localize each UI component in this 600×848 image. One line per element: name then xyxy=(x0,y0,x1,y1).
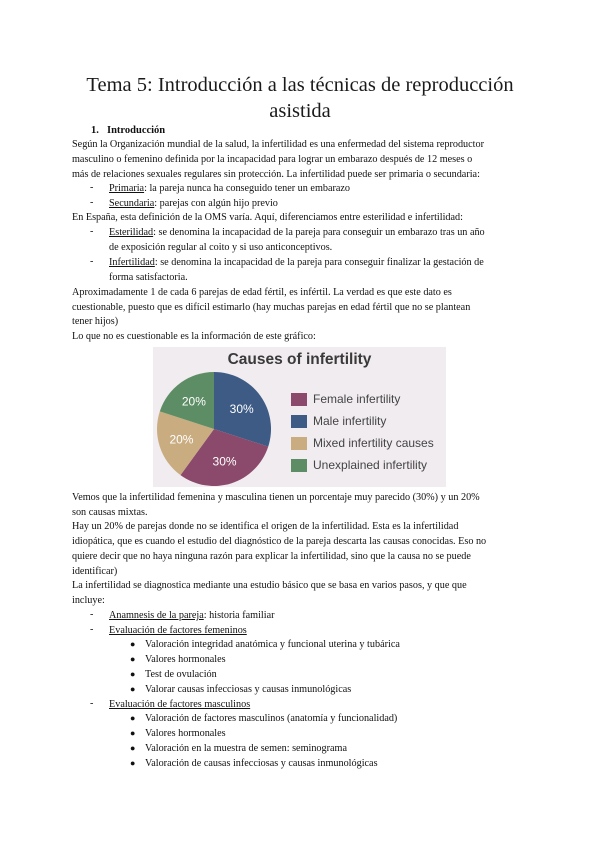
bullet-marker: ● xyxy=(130,728,136,738)
dash-marker: - xyxy=(90,226,94,237)
approx-line: Aproximadamente 1 de cada 6 parejas de edad fértil, es infértil. La verdad es que este dato es xyxy=(72,287,452,298)
intro-line: masculino o femenino definida por la incapacidad para lograr un embarazo después de 12 meses o xyxy=(72,154,473,165)
legend-swatch-male xyxy=(291,415,307,428)
female-factor-item: Valoración integridad anatómica y funcional uterina y tubárica xyxy=(145,639,400,650)
approx-line: cuestionable, puesto que es difícil estimarlo (hay muchas parejas en edad fértil que no se plantean xyxy=(72,302,471,313)
section-heading xyxy=(91,125,165,136)
female-factor-item: Valores hormonales xyxy=(145,654,226,665)
body-line: La infertilidad se diagnostica mediante una estudio básico que se basa en varios pasos, y que que xyxy=(72,580,467,591)
definition-continuation: forma satisfactoria. xyxy=(109,272,188,283)
body-line: identificar) xyxy=(72,566,118,577)
chart-title: Causes of infertility xyxy=(227,351,372,368)
dash-marker: - xyxy=(90,197,94,208)
dash-marker: - xyxy=(90,182,94,193)
legend-label-male: Male infertility xyxy=(313,414,387,428)
intro-line: Según la Organización mundial de la salud, la infertilidad es una enfermedad del sistema reproductor xyxy=(72,139,484,150)
female-factors-heading: Evaluación de factores femeninos xyxy=(109,625,247,636)
section-number: 1. xyxy=(91,125,99,136)
male-factors-heading: Evaluación de factores masculinos xyxy=(109,699,251,710)
bullet-marker: ● xyxy=(130,684,136,694)
type-term: Primaria xyxy=(109,183,145,194)
definition-text: : se denomina la incapacidad de la pareja para conseguir finalizar la gestación de xyxy=(154,257,484,268)
pie-label-male: 30% xyxy=(229,401,254,416)
pie-label-mixed: 20% xyxy=(169,432,194,447)
body-line: Vemos que la infertilidad femenina y masculina tienen un porcentaje muy parecido (30%) y un 20% xyxy=(72,492,480,503)
bullet-marker: ● xyxy=(130,669,136,679)
definition-esterilidad xyxy=(109,226,485,241)
pie-label-unexplained: 20% xyxy=(181,394,206,409)
bullet-marker: ● xyxy=(130,654,136,664)
female-factor-item: Test de ovulación xyxy=(145,669,217,680)
type-term: Secundaria xyxy=(109,198,155,209)
page-title: Tema 5: Introducción a las técnicas de reproducción asistida xyxy=(86,74,514,122)
type-primaria xyxy=(109,182,350,197)
male-factor-item: Valoración en la muestra de semen: seminograma xyxy=(145,743,347,754)
bullet-marker: ● xyxy=(130,758,136,768)
bullet-marker: ● xyxy=(130,743,136,753)
definition-term: Esterilidad xyxy=(109,227,154,238)
body-line: idiopática, que es cuando el estudio del diagnóstico de la pareja descarta las causas conocidas. Eso no xyxy=(72,536,487,547)
legend-label-mixed: Mixed infertility causes xyxy=(313,436,434,450)
graph-intro: Lo que no es cuestionable es la información de este gráfico: xyxy=(72,331,316,342)
bullet-marker: ● xyxy=(130,713,136,723)
step-text: : historia familiar xyxy=(203,610,275,621)
definition-text: : se denomina la incapacidad de la pareja para conseguir un embarazo tras un año xyxy=(153,227,485,238)
body-line: incluye: xyxy=(72,595,105,606)
type-text: : la pareja nunca ha conseguido tener un embarazo xyxy=(144,183,351,194)
intro-line: más de relaciones sexuales regulares sin protección. La infertilidad puede ser primaria o secundaria: xyxy=(72,169,480,180)
dash-marker: - xyxy=(90,256,94,267)
body-line: son causas mixtas. xyxy=(72,507,148,518)
legend-swatch-unexplained xyxy=(291,459,307,472)
male-factor-item: Valoración de factores masculinos (anatomía y funcionalidad) xyxy=(145,713,398,724)
pie-label-female: 30% xyxy=(212,454,237,469)
dash-marker: - xyxy=(90,624,94,635)
body-line: quiere decir que no haya ninguna razón para explicar la infertilidad, sino que la causa no se puede xyxy=(72,551,471,562)
section-label: Introducción xyxy=(107,125,166,136)
step-term: Anamnesis de la pareja xyxy=(109,610,204,621)
definition-infertilidad xyxy=(109,256,484,271)
type-text: : parejas con algún hijo previo xyxy=(154,198,278,209)
spain-line: En España, esta definición de la OMS varía. Aquí, diferenciamos entre esterilidad e infertilidad: xyxy=(72,212,463,223)
female-factor-item: Valorar causas infecciosas y causas inmunológicas xyxy=(145,684,352,695)
legend-label-unexplained: Unexplained infertility xyxy=(313,458,428,472)
type-secundaria xyxy=(109,197,278,212)
legend-swatch-female xyxy=(291,393,307,406)
body-line: Hay un 20% de parejas donde no se identifica el origen de la infertilidad. Esta es la infertilidad xyxy=(72,521,459,532)
legend-swatch-mixed xyxy=(291,437,307,450)
approx-line: tener hijos) xyxy=(72,316,119,327)
definition-term: Infertilidad xyxy=(109,257,155,268)
dash-marker: - xyxy=(90,609,94,620)
legend-label-female: Female infertility xyxy=(313,392,401,406)
dash-marker: - xyxy=(90,698,94,709)
male-factor-item: Valoración de causas infecciosas y causas inmunológicas xyxy=(145,758,378,769)
male-factor-item: Valores hormonales xyxy=(145,728,226,739)
infertility-pie-chart xyxy=(153,347,446,487)
definition-continuation: de exposición regular al coito y si uso anticonceptivos. xyxy=(109,242,333,253)
bullet-marker: ● xyxy=(130,639,136,649)
step-anamnesis xyxy=(109,609,275,624)
